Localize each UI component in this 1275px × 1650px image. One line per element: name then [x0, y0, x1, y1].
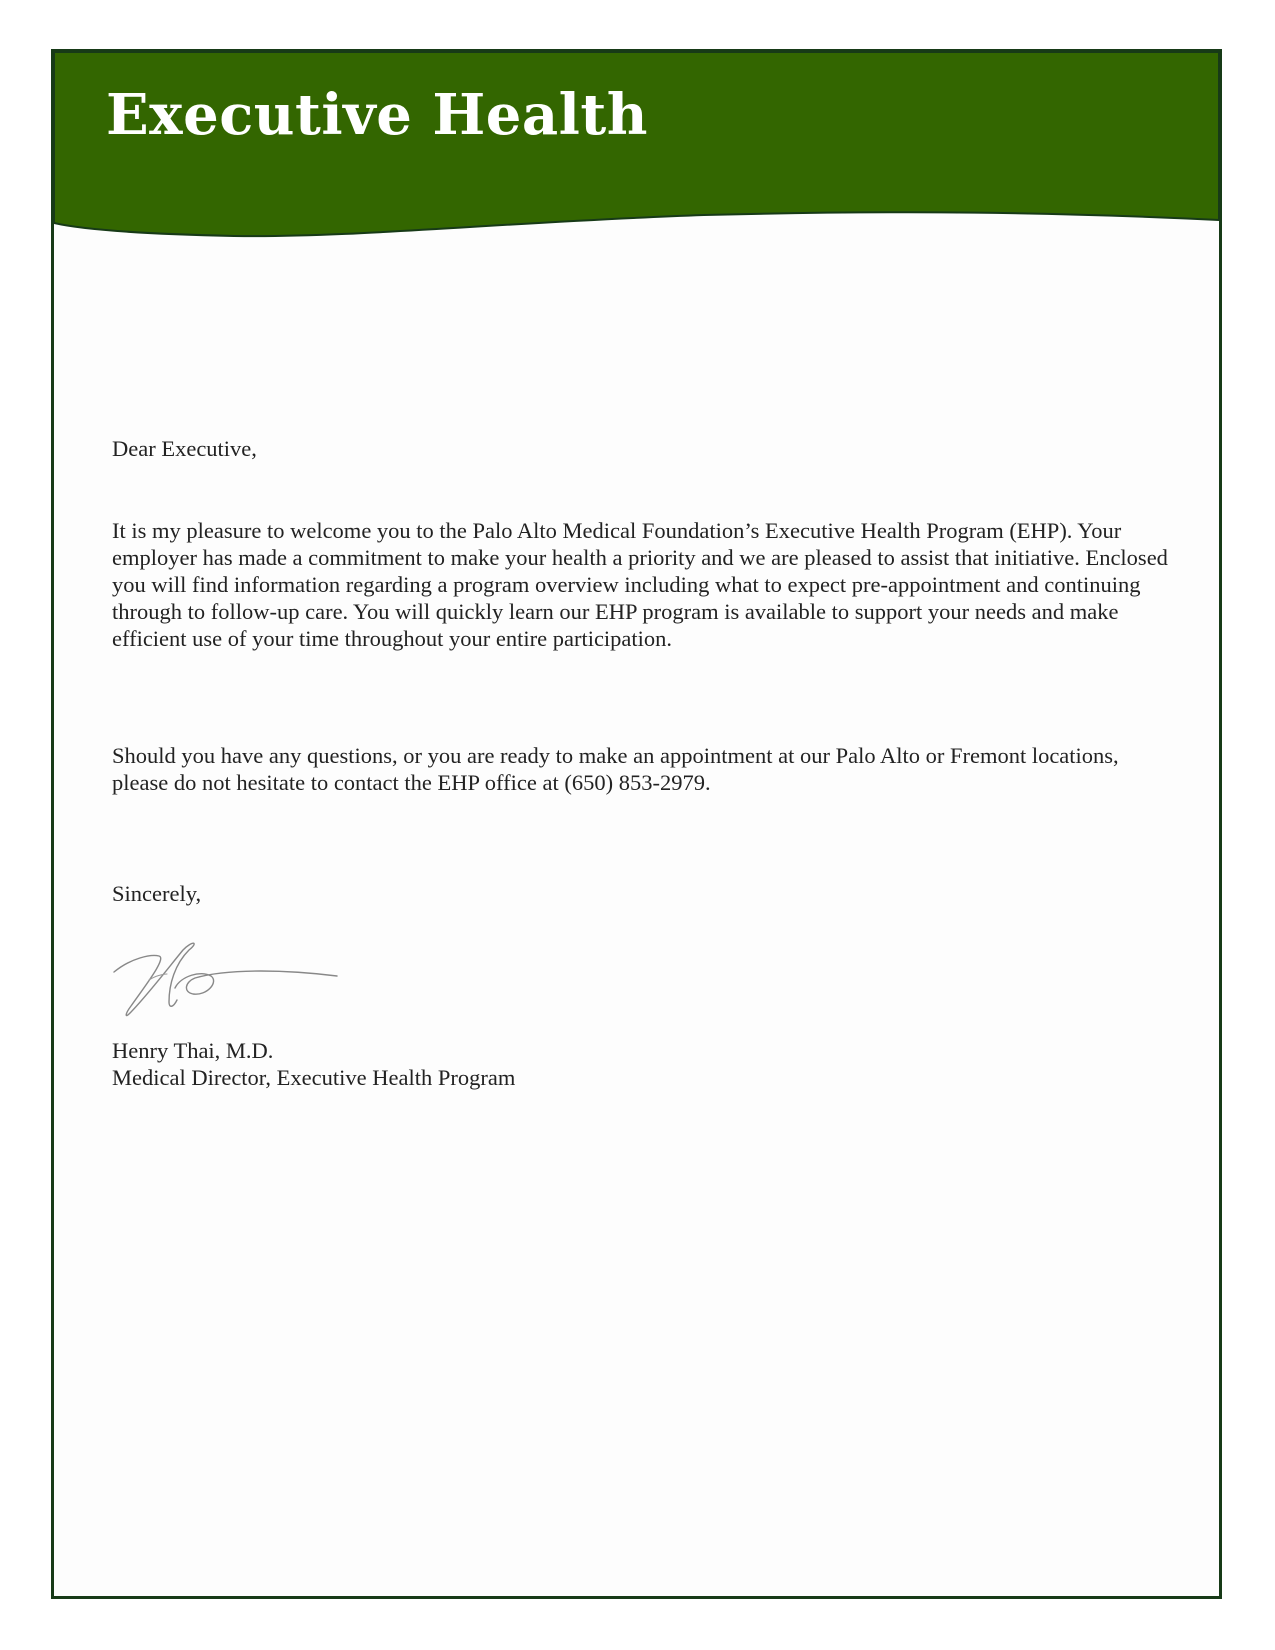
body-paragraph-contact: Should you have any questions, or you are ready to make an appointment at our Palo Alto or Fremont locations, please do not hesitate to contact the EHP office at (650) 853-2979.	[112, 743, 1119, 795]
signature-icon	[109, 936, 349, 1026]
closing: Sincerely,	[112, 881, 202, 906]
signer-name: Henry Thai, M.D.	[112, 1038, 274, 1063]
page-title: Executive Health	[106, 82, 648, 148]
header-banner	[54, 52, 1219, 252]
body-paragraph-welcome: It is my pleasure to welcome you to the Palo Alto Medical Foundation’s Executive Health Program (EHP). Your employer has made a commitment to make your health a priority and we are pleased to assist that initiative. Enclosed you will find information regarding a program overview including what to expect pre-appointment and continuing through to follow-up care. You will quickly learn our EHP program is available to support your needs and make efficient use of your time throughout your entire participation.	[112, 518, 1168, 651]
letter-page	[51, 49, 1222, 1599]
salutation: Dear Executive,	[112, 436, 257, 461]
signer-title: Medical Director, Executive Health Program	[112, 1065, 516, 1090]
